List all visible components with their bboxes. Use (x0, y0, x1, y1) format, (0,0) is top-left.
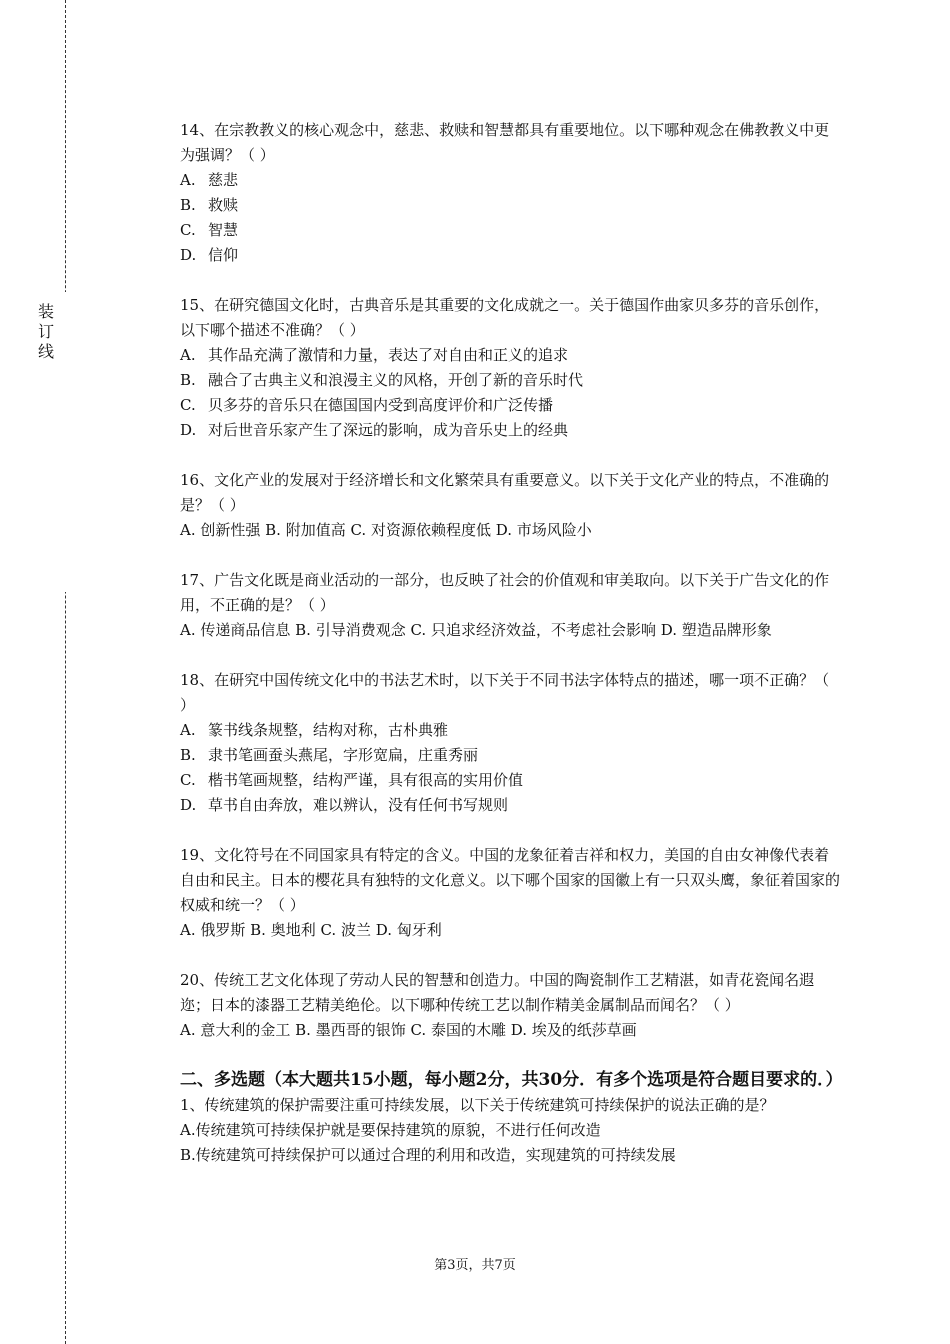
question-stem: 1、传统建筑的保护需要注重可持续发展，以下关于传统建筑可持续保护的说法正确的是？ (180, 1096, 775, 1114)
option-text: 信仰 (208, 246, 239, 264)
question-stem: 15、在研究德国文化时，古典音乐是其重要的文化成就之一。关于德国作曲家贝多芬的音乐创作，以下哪个描述不准确？（ ） (180, 296, 830, 339)
option-letter: C. (180, 221, 196, 239)
option-text: 其作品充满了激情和力量，表达了对自由和正义的追求 (208, 346, 569, 364)
option-c[interactable] (180, 393, 840, 418)
question-20 (180, 968, 840, 1043)
option-letter: B. (180, 196, 196, 214)
question-stem: 20、传统工艺文化体现了劳动人民的智慧和创造力。中国的陶瓷制作工艺精湛，如青花瓷闻名遐迩；日本的漆器工艺精美绝伦。以下哪种传统工艺以制作精美金属制品而闻名？（ ） (180, 971, 815, 1014)
option-text: 篆书线条规整，结构对称，古朴典雅 (208, 721, 449, 739)
option-text: 贝多芬的音乐只在德国国内受到高度评价和广泛传播 (208, 396, 554, 414)
option-d[interactable] (180, 418, 840, 443)
option-letter: D. (180, 421, 197, 439)
binding-label (36, 302, 56, 362)
option-a[interactable] (180, 168, 840, 193)
option-c[interactable] (180, 768, 840, 793)
inline-options: A. 创新性强 B. 附加值高 C. 对资源依赖程度低 D. 市场风险小 (180, 521, 592, 539)
option-letter: A. (180, 721, 196, 739)
option-b[interactable] (180, 193, 840, 218)
option-letter: A. (180, 346, 196, 364)
inline-options: A. 传递商品信息 B. 引导消费观念 C. 只追求经济效益，不考虑社会影响 D. 塑造品牌形象 (180, 621, 772, 639)
option-letter: B. (180, 746, 196, 764)
option-text: 慈悲 (208, 171, 239, 189)
section-title: 二、多选题（本大题共15小题，每小题2分，共30分．有多个选项是符合题目要求的．） (180, 1070, 843, 1090)
option-c[interactable] (180, 218, 840, 243)
option-letter: C. (180, 396, 196, 414)
option-text: 楷书笔画规整，结构严谨，具有很高的实用价值 (208, 771, 524, 789)
binding-char: 线 (37, 342, 54, 361)
option-text: 隶书笔画蚕头燕尾，字形宽扁，庄重秀丽 (208, 746, 479, 764)
option-b[interactable] (180, 743, 840, 768)
option-text: 对后世音乐家产生了深远的影响，成为音乐史上的经典 (208, 421, 569, 439)
question-stem: 14、在宗教教义的核心观念中，慈悲、救赎和智慧都具有重要地位。以下哪种观念在佛教教义中更为强调？（ ） (180, 121, 830, 164)
question-16 (180, 468, 840, 543)
option-letter: D. (180, 246, 197, 264)
binding-char: 订 (37, 322, 54, 341)
question-17 (180, 568, 840, 643)
binding-char: 装 (37, 302, 54, 321)
inline-options: A. 意大利的金工 B. 墨西哥的银饰 C. 泰国的木雕 D. 埃及的纸莎草画 (180, 1021, 637, 1039)
inline-options: A. 俄罗斯 B. 奥地利 C. 波兰 D. 匈牙利 (180, 921, 442, 939)
option-b[interactable] (180, 368, 840, 393)
option-text: 草书自由奔放，难以辨认，没有任何书写规则 (208, 796, 509, 814)
binding-dashed-line (65, 0, 66, 1344)
option-letter: C. (180, 771, 196, 789)
option-text: 融合了古典主义和浪漫主义的风格，开创了新的音乐时代 (208, 371, 584, 389)
question-15 (180, 293, 840, 443)
option-text: 救赎 (208, 196, 239, 214)
question-stem: 19、文化符号在不同国家具有特定的含义。中国的龙象征着吉祥和权力，美国的自由女神像代表着自由和民主。日本的樱花具有独特的文化意义。以下哪个国家的国徽上有一只双头鹰，象征着国家的权威和统一？（ ） (180, 846, 841, 914)
question-14 (180, 118, 840, 268)
option-b[interactable]: B.传统建筑可持续保护可以通过合理的利用和改造，实现建筑的可持续发展 (180, 1146, 676, 1164)
multi-question-1 (180, 1093, 840, 1168)
question-stem: 17、广告文化既是商业活动的一部分，也反映了社会的价值观和审美取向。以下关于广告文化的作用，不正确的是？（ ） (180, 571, 830, 614)
option-a[interactable]: A.传统建筑可持续保护就是要保持建筑的原貌，不进行任何改造 (180, 1121, 601, 1139)
option-a[interactable] (180, 718, 840, 743)
page-content (180, 118, 843, 1168)
option-d[interactable] (180, 243, 840, 268)
question-stem: 16、文化产业的发展对于经济增长和文化繁荣具有重要意义。以下关于文化产业的特点，不准确的是？（ ） (180, 471, 830, 514)
option-d[interactable] (180, 793, 840, 818)
question-18 (180, 668, 840, 818)
option-letter: B. (180, 371, 196, 389)
option-letter: A. (180, 171, 196, 189)
option-text: 智慧 (208, 221, 239, 239)
page-number: 第3页，共7页 (434, 1258, 516, 1273)
option-a[interactable] (180, 343, 840, 368)
question-19 (180, 843, 840, 943)
option-letter: D. (180, 796, 197, 814)
question-stem: 18、在研究中国传统文化中的书法艺术时，以下关于不同书法字体特点的描述，哪一项不正确？（ ） (180, 671, 830, 714)
binding-gap (55, 292, 77, 592)
